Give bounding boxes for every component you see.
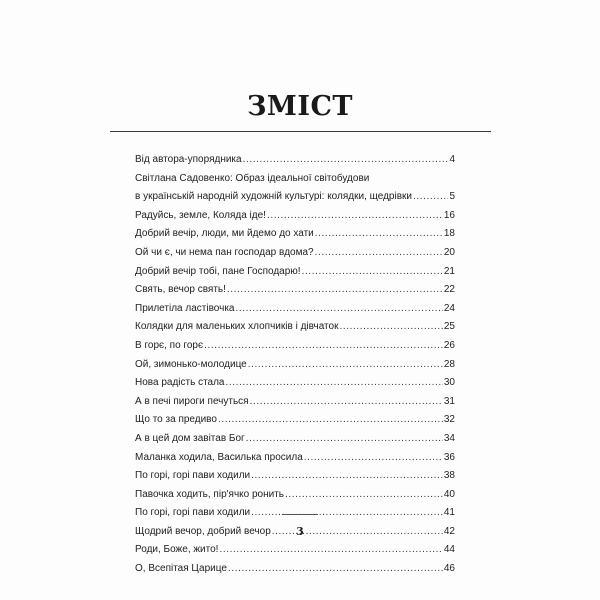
toc-entry [135,541,455,560]
toc-entry [135,337,455,356]
footer-divider [282,514,318,515]
toc-entry [135,449,455,468]
toc-leader-dots [246,430,443,449]
toc-leader-dots [243,151,449,170]
toc-page-number: 30 [443,377,455,389]
toc-entry-title: О, Всепітая Царице [135,563,227,575]
toc-page-number: 16 [443,209,455,221]
toc-entry [135,151,455,170]
toc-entry [135,263,455,282]
toc-page-number: 26 [443,339,455,351]
toc-leader-dots [226,374,443,393]
toc-page-number: 40 [443,488,455,500]
toc-entry-title: Ой, зимонько-молодице [135,358,247,370]
toc-leader-dots [204,337,443,356]
toc-entry-title: Добрий вечір тобі, пане Господарю! [135,265,301,277]
toc-leader-dots [251,504,443,523]
toc-entry [135,486,455,505]
toc-page-number: 20 [443,246,455,258]
toc-leader-dots [315,244,443,263]
toc-entry [135,318,455,337]
toc-leader-dots [218,411,443,430]
toc-entry [135,281,455,300]
toc-leader-dots [339,318,442,337]
page-title: ЗМІСТ [246,91,354,122]
toc-entry-title: Колядки для маленьких хлопчиків і дівчаток [135,321,339,333]
toc-leader-dots [248,356,443,375]
toc-leader-dots [251,467,443,486]
toc-entry-title: Світлана Садовенко: Образ ідеальної світобудови [135,172,370,184]
toc-page-number: 44 [443,544,455,556]
toc-leader-dots [235,300,442,319]
toc-entry-title: Добрий вечір, люди, ми йдемо до хати [135,228,314,240]
toc-entry-title: в українській народній художній культурі: колядки, щедрівки [135,191,412,203]
toc-entry [135,411,455,430]
toc-entry-title: Прилетіла ластівочка [135,302,235,314]
toc-page-number: 5 [449,191,455,203]
toc-page-number: 32 [443,414,455,426]
toc-entry-title: В горє, по горє [135,339,204,351]
toc-entry-title: Радуйсь, земле, Коляда іде! [135,209,266,221]
toc-leader-dots [302,263,443,282]
toc-page-number: 18 [443,228,455,240]
toc-entry-title: А в печі пироги печуться [135,395,249,407]
toc-entry [135,188,455,207]
toc-page-number: 4 [449,154,455,165]
toc-page-number: 42 [443,525,455,537]
toc-entry-title: По горі, горі пави ходили [135,507,251,519]
toc-page-number: 38 [443,470,455,482]
toc-page-number: 21 [443,265,455,277]
toc-page-number: 22 [443,284,455,296]
toc-page-number: 46 [443,563,455,575]
toc-entry-title: Ой чи є, чи нема пан господар вдома? [135,246,314,258]
toc-leader-dots [285,486,443,505]
toc-entry-title: По горі, горі пави ходили [135,470,251,482]
toc-page-number: 25 [443,321,455,333]
toc-leader-dots [219,541,442,560]
toc-entry-title: А в цей дом завітав Бог [135,432,245,444]
toc-entry [135,356,455,375]
title-divider [110,131,491,132]
toc-page-number: 34 [443,432,455,444]
toc-leader-dots [228,560,443,579]
toc-leader-dots [267,207,443,226]
toc-entry [135,244,455,263]
toc-page-number: 28 [443,358,455,370]
toc-entry [135,374,455,393]
toc-page-number: 41 [443,507,455,519]
toc-entry [135,300,455,319]
page-number: 3 [296,525,304,538]
toc-entry-title: Свять, вечор свять! [135,284,226,296]
toc-entry-title: Щодрий вечор, добрий вечор [135,525,271,537]
toc-leader-dots [250,393,443,412]
toc-entry [135,225,455,244]
toc-leader-dots [304,449,443,468]
toc-entry-title: Що то за предиво [135,414,217,426]
toc-page-number: 36 [443,451,455,463]
toc-leader-dots [315,225,443,244]
toc-entry [135,393,455,412]
toc-leader-dots [227,281,443,300]
toc-entry [135,170,455,189]
toc-entry-title: Роди, Боже, жито! [135,544,219,556]
toc-entry [135,207,455,226]
toc-entry [135,467,455,486]
toc-entry-title: Нова радість стала [135,377,225,389]
toc-page-number: 31 [443,395,455,407]
toc-entry-title: Маланка ходила, Василька просила [135,451,303,463]
toc-entry-title: Від автора-упорядника [135,154,242,165]
toc-page-number: 24 [443,302,455,314]
toc-leader-dots [413,188,448,207]
toc-entry [135,430,455,449]
toc-entry-title: Павочка ходить, пір'ячко ронить [135,488,285,500]
toc-entry [135,560,455,579]
